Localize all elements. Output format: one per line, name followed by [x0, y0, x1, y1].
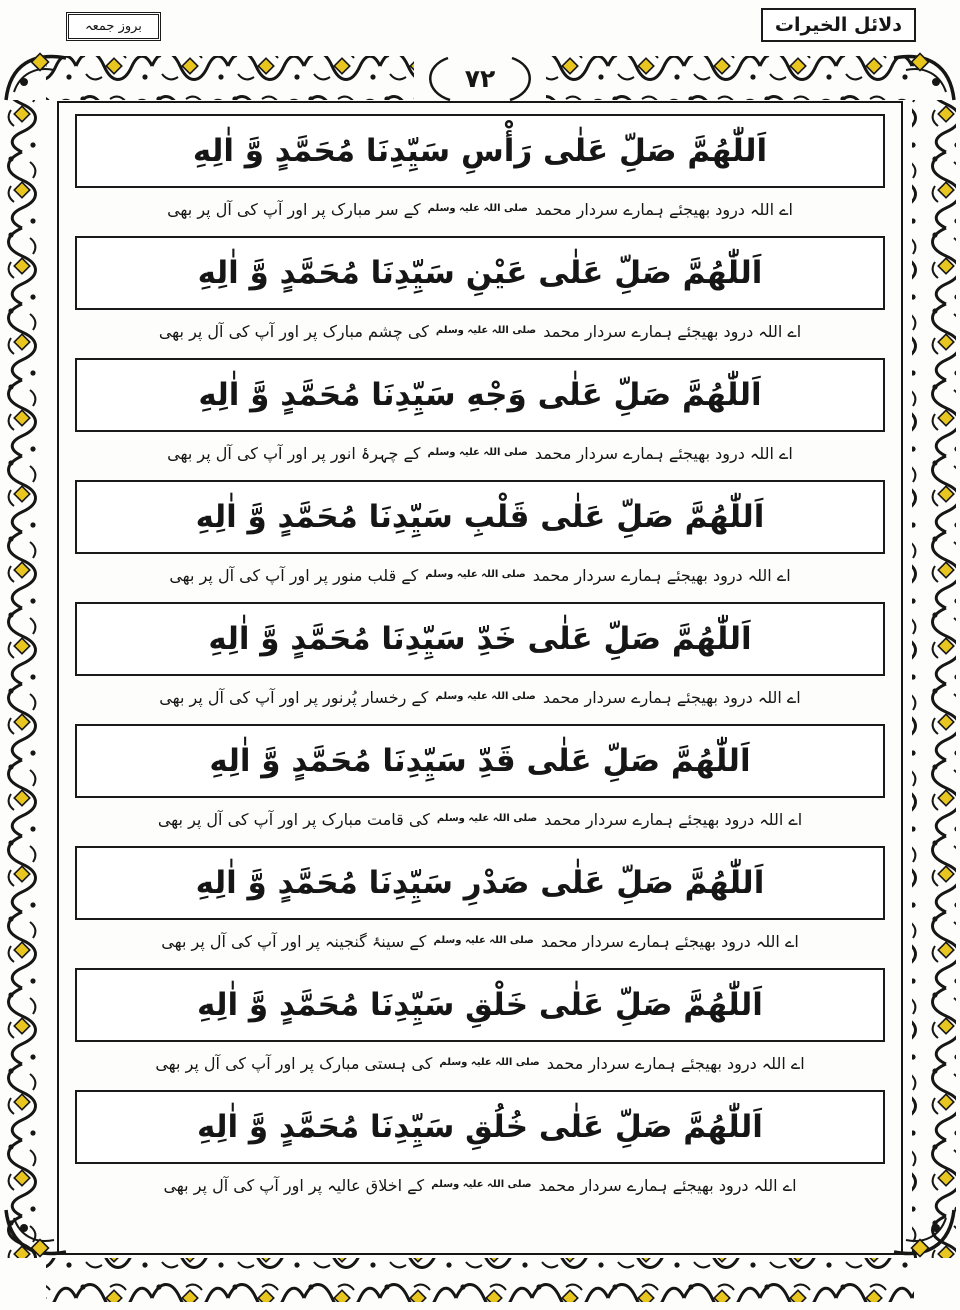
urdu-suffix: کے سینۂ گنجینہ پر اور آپ کی آل پر بھی	[161, 932, 427, 951]
dua-section	[75, 846, 885, 953]
honorific-salutation: صلی اللہ علیہ وسلم	[427, 447, 528, 458]
page-number: ۷۲	[455, 58, 506, 100]
book-title-box: دلائل الخیرات	[761, 8, 916, 42]
honorific-salutation: صلی اللہ علیہ وسلم	[433, 935, 534, 946]
urdu-suffix: کی قامت مبارک پر اور آپ کی آل پر بھی	[157, 810, 430, 829]
urdu-suffix: کے قلب منور پر اور آپ کی آل پر بھی	[169, 566, 419, 585]
urdu-translation	[75, 930, 885, 953]
arabic-dua-box	[75, 114, 885, 188]
arabic-dua-box	[75, 358, 885, 432]
arabic-dua-text: اَللّٰهُمَّ صَلِّ عَلٰی خُلُقِ سَیِّدِنَا مُحَمَّدٍ وَّ اٰلِهِ	[197, 1109, 763, 1145]
dua-section	[75, 114, 885, 221]
dua-section	[75, 968, 885, 1075]
urdu-translation	[75, 198, 885, 221]
dua-section	[75, 358, 885, 465]
urdu-suffix: کے چہرۂ انور پر اور آپ کی آل پر بھی	[167, 444, 421, 463]
urdu-prefix: اے اللہ درود بھیجئے ہمارے سردار محمد	[535, 200, 793, 219]
urdu-translation	[75, 808, 885, 831]
urdu-prefix: اے اللہ درود بھیجئے ہمارے سردار محمد	[532, 566, 791, 585]
arabic-dua-text: اَللّٰهُمَّ صَلِّ عَلٰی خَلْقِ سَیِّدِنَا مُحَمَّدٍ وَّ اٰلِهِ	[197, 987, 763, 1023]
arabic-dua-box	[75, 1090, 885, 1164]
dua-section	[75, 480, 885, 587]
arabic-dua-box	[75, 724, 885, 798]
honorific-salutation: صلی اللہ علیہ وسلم	[431, 1179, 532, 1190]
day-label-box: بروز جمعہ	[66, 12, 161, 41]
arabic-dua-box	[75, 602, 885, 676]
arabic-dua-box	[75, 846, 885, 920]
honorific-salutation: صلی اللہ علیہ وسلم	[427, 203, 528, 214]
urdu-prefix: اے اللہ درود بھیجئے ہمارے سردار محمد	[544, 810, 803, 829]
urdu-prefix: اے اللہ درود بھیجئے ہمارے سردار محمد	[540, 932, 799, 951]
urdu-translation	[75, 320, 885, 343]
urdu-suffix: کے سر مبارک پر اور آپ کی آل پر بھی	[167, 200, 421, 219]
arabic-dua-text: اَللّٰهُمَّ صَلِّ عَلٰی صَدْرِ سَیِّدِنَا مُحَمَّدٍ وَّ اٰلِهِ	[195, 865, 765, 901]
honorific-salutation: صلی اللہ علیہ وسلم	[439, 1057, 540, 1068]
content-area	[75, 114, 885, 1212]
urdu-suffix: کی ہستی مبارک پر اور آپ کی آل پر بھی	[155, 1054, 433, 1073]
urdu-translation	[75, 1174, 885, 1197]
dua-section	[75, 1090, 885, 1197]
arabic-dua-text: اَللّٰهُمَّ صَلِّ عَلٰی قَدِّ سَیِّدِنَا مُحَمَّدٍ وَّ اٰلِهِ	[209, 743, 751, 779]
urdu-suffix: کے اخلاق عالیہ پر اور آپ کی آل پر بھی	[163, 1176, 425, 1195]
arabic-dua-text: اَللّٰهُمَّ صَلِّ عَلٰی خَدِّ سَیِّدِنَا مُحَمَّدٍ وَّ اٰلِهِ	[208, 621, 752, 657]
arabic-dua-text: اَللّٰهُمَّ صَلِّ عَلٰی قَلْبِ سَیِّدِنَا مُحَمَّدٍ وَّ اٰلِهِ	[195, 499, 765, 535]
urdu-suffix: کے رخسار پُرنور پر اور آپ کی آل پر بھی	[159, 688, 429, 707]
arabic-dua-text: اَللّٰهُمَّ صَلِّ عَلٰی رَأْسِ سَیِّدِنَا مُحَمَّدٍ وَّ اٰلِهِ	[192, 133, 768, 169]
arabic-dua-box	[75, 968, 885, 1042]
urdu-translation	[75, 564, 885, 587]
dua-section	[75, 724, 885, 831]
urdu-prefix: اے اللہ درود بھیجئے ہمارے سردار محمد	[534, 444, 793, 463]
honorific-salutation: صلی اللہ علیہ وسلم	[435, 691, 536, 702]
urdu-translation	[75, 1052, 885, 1075]
dua-section	[75, 236, 885, 343]
dua-section	[75, 602, 885, 709]
urdu-translation	[75, 686, 885, 709]
urdu-translation	[75, 442, 885, 465]
urdu-suffix: کی چشم مبارک پر اور آپ کی آل پر بھی	[158, 322, 429, 341]
arabic-dua-box	[75, 480, 885, 554]
honorific-salutation: صلی اللہ علیہ وسلم	[436, 813, 538, 824]
urdu-prefix: اے اللہ درود بھیجئے ہمارے سردار محمد	[546, 1054, 805, 1073]
urdu-prefix: اے اللہ درود بھیجئے ہمارے سردار محمد	[538, 1176, 797, 1195]
honorific-salutation: صلی اللہ علیہ وسلم	[435, 325, 537, 336]
urdu-prefix: اے اللہ درود بھیجئے ہمارے سردار محمد	[542, 688, 801, 707]
arabic-dua-box	[75, 236, 885, 310]
arabic-dua-text: اَللّٰهُمَّ صَلِّ عَلٰی وَجْهِ سَیِّدِنَا مُحَمَّدٍ وَّ اٰلِهِ	[198, 377, 762, 413]
arabic-dua-text: اَللّٰهُمَّ صَلِّ عَلٰی عَیْنِ سَیِّدِنَا مُحَمَّدٍ وَّ اٰلِهِ	[197, 255, 763, 291]
urdu-prefix: اے اللہ درود بھیجئے ہمارے سردار محمد	[543, 322, 802, 341]
honorific-salutation: صلی اللہ علیہ وسلم	[425, 569, 526, 580]
